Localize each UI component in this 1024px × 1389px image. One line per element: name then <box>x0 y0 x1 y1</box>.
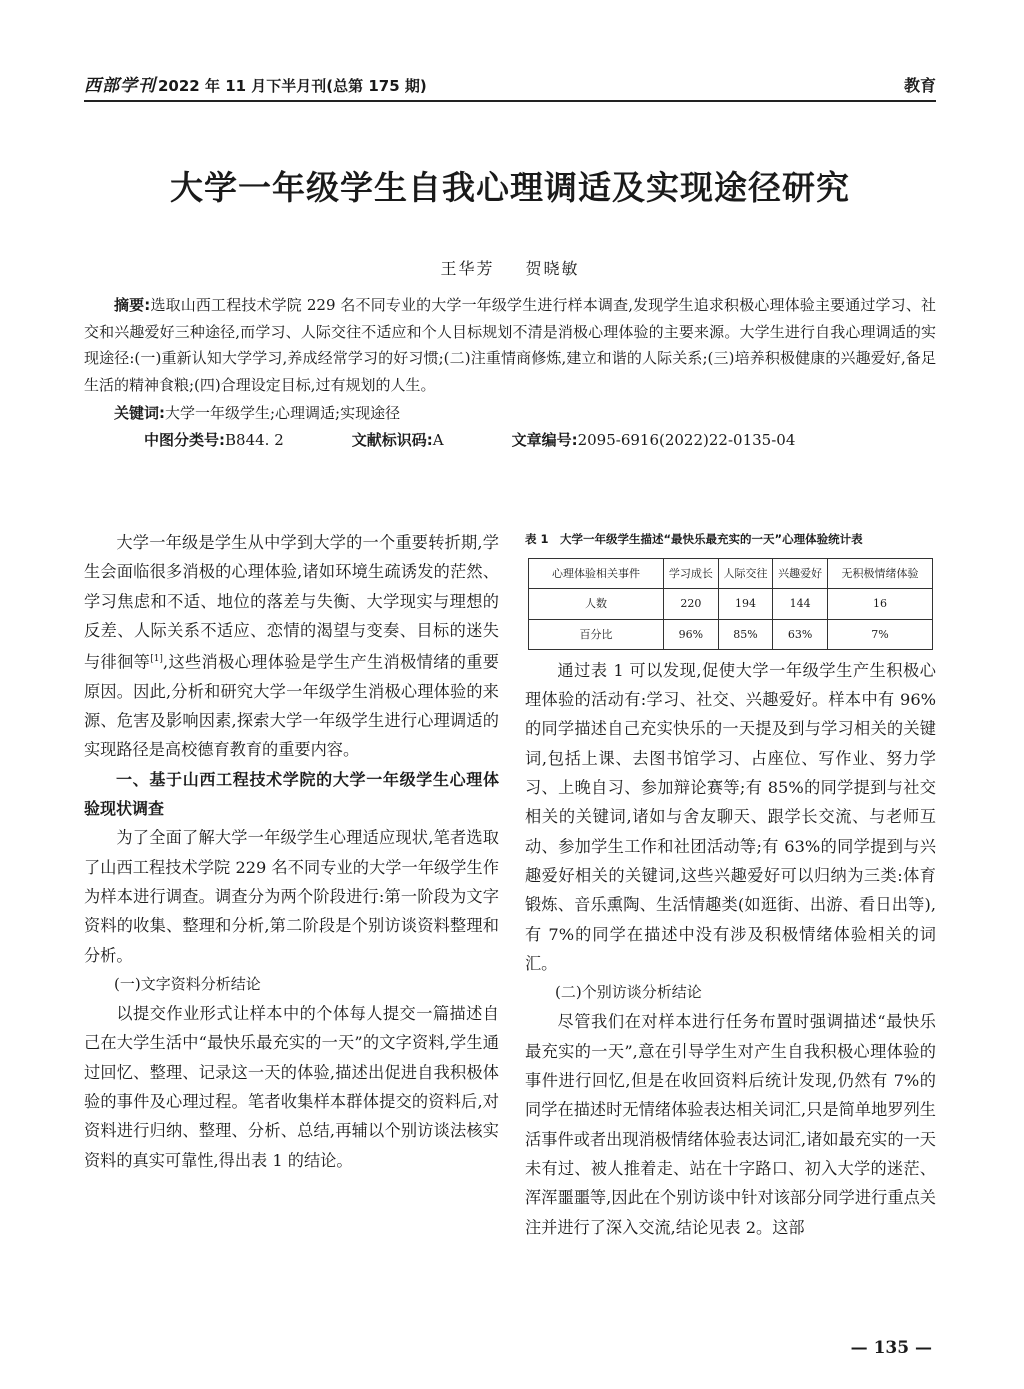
table-cell: 7% <box>828 619 933 649</box>
paragraph <box>84 528 499 765</box>
abstract-block <box>84 292 936 453</box>
clc-label: 中图分类号: <box>144 430 225 449</box>
table-cell: 16 <box>828 589 933 619</box>
table-header: 兴趣爱好 <box>773 559 828 589</box>
clc-code <box>84 427 284 454</box>
paragraph: 尽管我们在对样本进行任务布置时强调描述“最快乐最充实的一天”,意在引导学生对产生自我积极心理体验的事件进行回忆,但是在收回资料后统计发现,仍然有 7%的同学在描述时无情绪体验表达相关词汇,只是简单地罗列生活事件或者出现消极情绪体验表达词汇,诸如最充实的一天未有过、被人推着走、站在十字路口、初入大学的迷茫、浑浑噩噩等,因此在个别访谈中针对该部分同学进行重点关注并进行了深入交流,结论见表 2。这部 <box>525 1012 936 1237</box>
abstract <box>84 292 936 398</box>
table-cell: 85% <box>718 619 773 649</box>
table-header: 心理体验相关事件 <box>529 559 664 589</box>
subsection-heading: (二)个别访谈分析结论 <box>555 983 702 1002</box>
table-cell: 人数 <box>529 589 664 619</box>
abstract-label: 摘要: <box>114 296 151 314</box>
statistics-table <box>528 558 933 650</box>
table-header: 人际交往 <box>718 559 773 589</box>
author-list <box>84 256 936 279</box>
right-column <box>525 528 936 1242</box>
doc-value: A <box>432 430 444 449</box>
table-caption: 表 1 大学一年级学生描述“最快乐最充实的一天”心理体验统计表 <box>525 532 863 546</box>
article-number <box>482 427 796 454</box>
table-header-row <box>529 559 933 589</box>
table-cell: 63% <box>773 619 828 649</box>
issue-info: 2022 年 11 月下半月刊(总第 175 期) <box>158 77 427 95</box>
table-cell: 194 <box>718 589 773 619</box>
table-cell: 220 <box>664 589 719 619</box>
left-column <box>84 528 499 1175</box>
classification-line <box>84 427 936 454</box>
paragraph: 通过表 1 可以发现,促使大学一年级学生产生积极心理体验的活动有:学习、社交、兴趣爱好。样本中有 96%的同学描述自己充实快乐的一天提及到与学习相关的关键词,包括上课、去图书馆学习、占座位、写作业、努力学习、上晚自习、参加辩论赛等;有 85%的同学提到与社交相关的关键词,诸如与舍友聊天、跟学长交流、与老师互动、参加学生工作和社团活动等;有 63%的同学提到与兴趣爱好相关的关键词,这些兴趣爱好可以归纳为三类:体育锻炼、音乐熏陶、生活情趣类(如逛街、出游、看日出等),有 7%的同学在描述中没有涉及积极情绪体验相关的词汇。 <box>525 660 936 973</box>
doc-code <box>322 427 444 454</box>
author-name: 贺晓敏 <box>525 259 580 278</box>
table-cell: 144 <box>773 589 828 619</box>
citation-ref: [1] <box>150 654 163 665</box>
article-number-value: 2095-6916(2022)22-0135-04 <box>577 430 796 449</box>
doc-label: 文献标识码: <box>351 430 433 449</box>
table-cell: 96% <box>664 619 719 649</box>
table-header: 学习成长 <box>664 559 719 589</box>
masthead <box>84 71 427 96</box>
running-header <box>84 66 936 102</box>
subsection-heading: (一)文字资料分析结论 <box>114 974 261 993</box>
paragraph: 为了全面了解大学一年级学生心理适应现状,笔者选取了山西工程技术学院 229 名不同专业的大学一年级学生作为样本进行调查。调查分为两个阶段进行:第一阶段为文字资料的收集、整理和分析,第二阶段是个别访谈资料整理和分析。 <box>84 828 499 965</box>
table-header: 无积极情绪体验 <box>828 559 933 589</box>
paragraph-text: 大学一年级是学生从中学到大学的一个重要转折期,学生会面临很多消极的心理体验,诸如环境生疏诱发的茫然、学习焦虑和不适、地位的落差与失衡、大学现实与理想的反差、人际关系不适应、恋情的渴望与变奏、目标的迷失与徘徊等 <box>84 533 499 672</box>
section-label: 教育 <box>903 76 936 95</box>
paragraph: 以提交作业形式让样本中的个体每人提交一篇描述自己在大学生活中“最快乐最充实的一天”的文字资料,学生通过回忆、整理、记录这一天的体验,描述出促进自我积极体验的事件及心理过程。笔者收集样本群体提交的资料后,对资料进行归纳、整理、分析、总结,再辅以个别访谈法核实资料的真实可靠性,得出表 1 的结论。 <box>84 1004 499 1170</box>
author-name: 王华芳 <box>440 259 495 278</box>
article-title: 大学一年级学生自我心理调适及实现途径研究 <box>170 168 850 207</box>
article-number-label: 文章编号: <box>511 430 578 449</box>
table-cell: 百分比 <box>529 619 664 649</box>
page-number: — 135 — <box>850 1338 932 1358</box>
abstract-text: 选取山西工程技术学院 229 名不同专业的大学一年级学生进行样本调查,发现学生追求积极心理体验主要通过学习、社交和兴趣爱好三种途径,而学习、人际交往不适应和个人目标规划不清是消极心理体验的主要来源。大学生进行自我心理调适的实现途径:(一)重新认知大学学习,养成经常学习的好习惯;(二)注重情商修炼,建立和谐的人际关系;(三)培养积极健康的兴趣爱好,备足生活的精神食粮;(四)合理设定目标,过有规划的人生。 <box>84 296 936 394</box>
journal-logo: 西部学刊 <box>84 76 156 96</box>
paragraph-text: ,这些消极心理体验是学生产生消极情绪的重要原因。因此,分析和研究大学一年级学生消极心理体验的来源、危害及影响因素,探索大学一年级学生进行心理调适的实现路径是高校德育教育的重要内容。 <box>84 652 499 760</box>
table-row <box>529 589 933 619</box>
keywords-text: 大学一年级学生;心理调适;实现途径 <box>165 404 401 422</box>
keywords <box>84 400 936 427</box>
table-row <box>529 619 933 649</box>
clc-value: B844. 2 <box>225 430 284 449</box>
keywords-label: 关键词: <box>114 404 165 422</box>
section-heading: 一、基于山西工程技术学院的大学一年级学生心理体验现状调查 <box>84 769 499 819</box>
